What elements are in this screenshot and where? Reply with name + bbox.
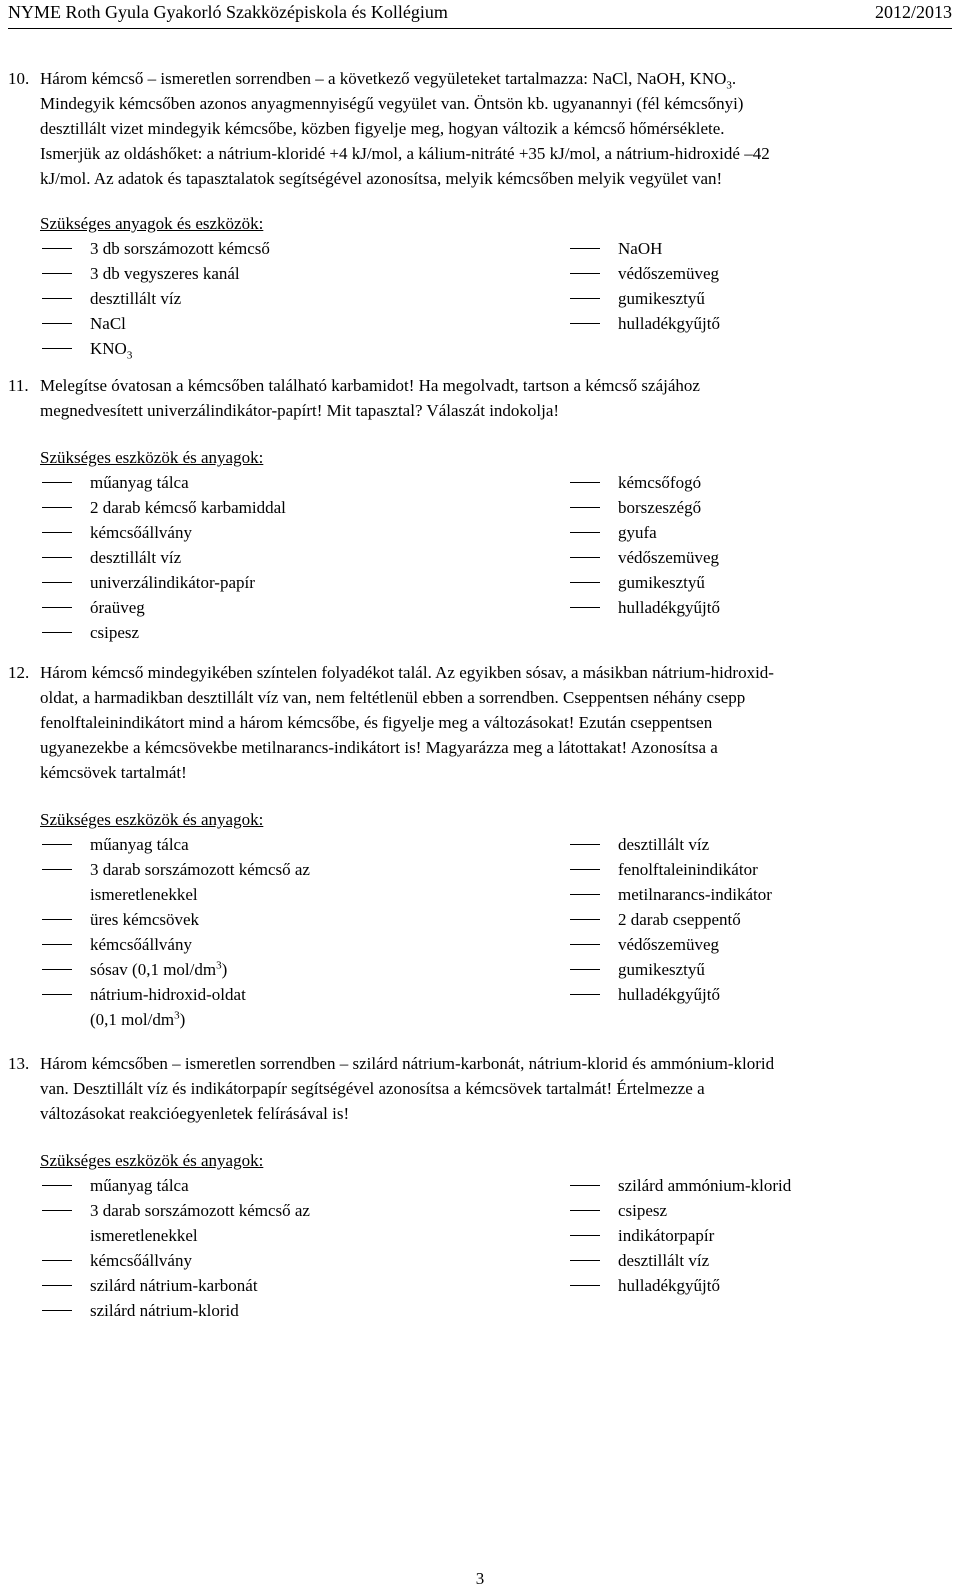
list-item: 3 db sorszámozott kémcső bbox=[40, 236, 568, 261]
list-item: gumikesztyű bbox=[568, 570, 720, 595]
list-item: desztillált víz bbox=[568, 832, 772, 857]
list-item: NaCl bbox=[40, 311, 568, 336]
task-line: Mindegyik kémcsőben azonos anyagmennyiségű vegyület van. Öntsön kb. ugyanannyi (fél kémcsőnyi) bbox=[40, 94, 744, 113]
task-line: desztillált vizet mindegyik kémcsőbe, közben figyelje meg, hogyan változik a kémcső hőmérséklete. bbox=[40, 119, 725, 138]
list-item: kémcsőállvány bbox=[40, 520, 568, 545]
list-item: sósav (0,1 mol/$dm^3$) bbox=[40, 957, 568, 982]
list-item: kémcsőállvány bbox=[40, 932, 568, 957]
list-item: 3 db vegyszeres kanál bbox=[40, 261, 568, 286]
list-item: csipesz bbox=[568, 1198, 791, 1223]
materials-left-column bbox=[40, 1173, 568, 1323]
materials-left-column bbox=[40, 470, 568, 645]
task-line: kémcsövek tartalmát! bbox=[40, 763, 187, 782]
school-year: 2012/2013 bbox=[874, 2, 952, 22]
list-item: nátrium-hidroxid-oldat bbox=[40, 982, 568, 1007]
materials-list bbox=[40, 1173, 952, 1323]
list-item: műanyag tálca bbox=[40, 470, 568, 495]
task-line: oldat, a harmadikban desztillált víz van, nem feltétlenül ebben a sorrendben. Cseppentsen néhány csepp bbox=[40, 688, 746, 707]
list-item: kémcsőállvány bbox=[40, 1248, 568, 1273]
materials-right-column bbox=[568, 470, 720, 645]
task-number: 12. bbox=[8, 663, 30, 682]
list-item-continuation: ismeretlenekkel bbox=[90, 1226, 198, 1245]
list-item: univerzálindikátor-papír bbox=[40, 570, 568, 595]
task-10 bbox=[8, 66, 952, 191]
list-item-continuation: ismeretlenekkel bbox=[90, 885, 198, 904]
list-item: műanyag tálca bbox=[40, 832, 568, 857]
list-item: védőszemüveg bbox=[568, 261, 720, 286]
materials-right-column bbox=[568, 236, 720, 361]
list-item: metilnarancs-indikátor bbox=[568, 882, 772, 907]
list-item: hulladékgyűjtő bbox=[568, 595, 720, 620]
task-line: Ismerjük az oldáshőket: a nátrium-kloridé +4 kJ/mol, a kálium-nitráté +35 kJ/mol, a nátrium-hidroxidé –42 bbox=[40, 144, 770, 163]
task-line: fenolftaleinindikátort mind a három kémcsőbe, és figyelje meg a változásokat! Ezután cseppentsen bbox=[40, 713, 713, 732]
task-line: megnedvesített univerzálindikátor-papírt! Mit tapasztal? Válaszát indokolja! bbox=[40, 401, 560, 420]
list-item: szilárd ammónium-klorid bbox=[568, 1173, 791, 1198]
list-item: gumikesztyű bbox=[568, 286, 720, 311]
list-item: desztillált víz bbox=[40, 286, 568, 311]
list-item: műanyag tálca bbox=[40, 1173, 568, 1198]
task-line: Három kémcső – ismeretlen sorrendben – a következő vegyületeket tartalmazza: NaCl, NaOH, $KNO_3$. bbox=[40, 69, 737, 92]
list-item: 2 darab kémcső karbamiddal bbox=[40, 495, 568, 520]
page-header bbox=[8, 0, 952, 29]
list-item: óraüveg bbox=[40, 595, 568, 620]
list-item: desztillált víz bbox=[568, 1248, 791, 1273]
materials-list bbox=[40, 470, 952, 645]
list-item: 3 darab sorszámozott kémcső az bbox=[40, 857, 568, 882]
materials-title: Szükséges eszközök és anyagok: bbox=[40, 448, 264, 467]
list-item: NaOH bbox=[568, 236, 720, 261]
list-item: kémcsőfogó bbox=[568, 470, 720, 495]
task-line: Három kémcső mindegyikében színtelen folyadékot talál. Az egyikben sósav, a másikban nátrium-hidroxid- bbox=[40, 663, 774, 682]
task-number: 10. bbox=[8, 69, 30, 88]
materials-title: Szükséges eszközök és anyagok: bbox=[40, 1151, 264, 1170]
materials-list bbox=[40, 236, 952, 361]
list-item: borszeszégő bbox=[568, 495, 720, 520]
task-line: Három kémcsőben – ismeretlen sorrendben – szilárd nátrium-karbonát, nátrium-klorid és ammónium-klorid bbox=[40, 1054, 775, 1073]
list-item: indikátorpapír bbox=[568, 1223, 791, 1248]
task-line: ugyanezekbe a kémcsövekbe metilnarancs-indikátort is! Magyarázza meg a látottakat! Azonosítsa a bbox=[40, 738, 718, 757]
task-number: 13. bbox=[8, 1054, 30, 1073]
task-12 bbox=[8, 660, 952, 785]
school-name: NYME Roth Gyula Gyakorló Szakközépiskola és Kollégium bbox=[8, 2, 448, 22]
list-item: 2 darab cseppentő bbox=[568, 907, 772, 932]
list-item: védőszemüveg bbox=[568, 545, 720, 570]
materials-title: Szükséges eszközök és anyagok: bbox=[40, 810, 264, 829]
task-text bbox=[40, 660, 952, 785]
task-text bbox=[40, 373, 952, 423]
list-item: csipesz bbox=[40, 620, 568, 645]
materials-list bbox=[40, 832, 952, 1032]
page-content bbox=[8, 66, 952, 1323]
task-text bbox=[40, 66, 952, 191]
list-item: 3 darab sorszámozott kémcső az bbox=[40, 1198, 568, 1223]
materials-title: Szükséges anyagok és eszközök: bbox=[40, 214, 264, 233]
task-text bbox=[40, 1051, 952, 1126]
list-item: üres kémcsövek bbox=[40, 907, 568, 932]
materials-left-column bbox=[40, 832, 568, 1032]
task-line: változásokat reakcióegyenletek felírásával is! bbox=[40, 1104, 350, 1123]
list-item: gumikesztyű bbox=[568, 957, 772, 982]
list-item: szilárd nátrium-karbonát bbox=[40, 1273, 568, 1298]
list-item: védőszemüveg bbox=[568, 932, 772, 957]
list-item: desztillált víz bbox=[40, 545, 568, 570]
task-13 bbox=[8, 1051, 952, 1126]
task-line: Melegítse óvatosan a kémcsőben található karbamidot! Ha megolvadt, tartson a kémcső szájához bbox=[40, 376, 700, 395]
list-item: gyufa bbox=[568, 520, 720, 545]
list-item: szilárd nátrium-klorid bbox=[40, 1298, 568, 1323]
page-number: 3 bbox=[475, 1569, 485, 1588]
task-line: van. Desztillált víz és indikátorpapír segítségével azonosítsa a kémcsövek tartalmát! Értelmezze a bbox=[40, 1079, 705, 1098]
list-item: fenolftaleinindikátor bbox=[568, 857, 772, 882]
task-number: 11. bbox=[8, 376, 29, 395]
list-item: hulladékgyűjtő bbox=[568, 1273, 791, 1298]
task-11 bbox=[8, 373, 952, 423]
task-line: kJ/mol. Az adatok és tapasztalatok segítségével azonosítsa, melyik kémcsőben melyik vegyület van! bbox=[40, 169, 723, 188]
materials-right-column bbox=[568, 832, 772, 1032]
list-item: hulladékgyűjtő bbox=[568, 982, 772, 1007]
materials-right-column bbox=[568, 1173, 791, 1323]
list-item: hulladékgyűjtő bbox=[568, 311, 720, 336]
list-item-continuation: (0,1 mol/$dm^3$) bbox=[90, 1009, 186, 1029]
list-item: $KNO_3$ bbox=[40, 336, 568, 361]
materials-left-column bbox=[40, 236, 568, 361]
